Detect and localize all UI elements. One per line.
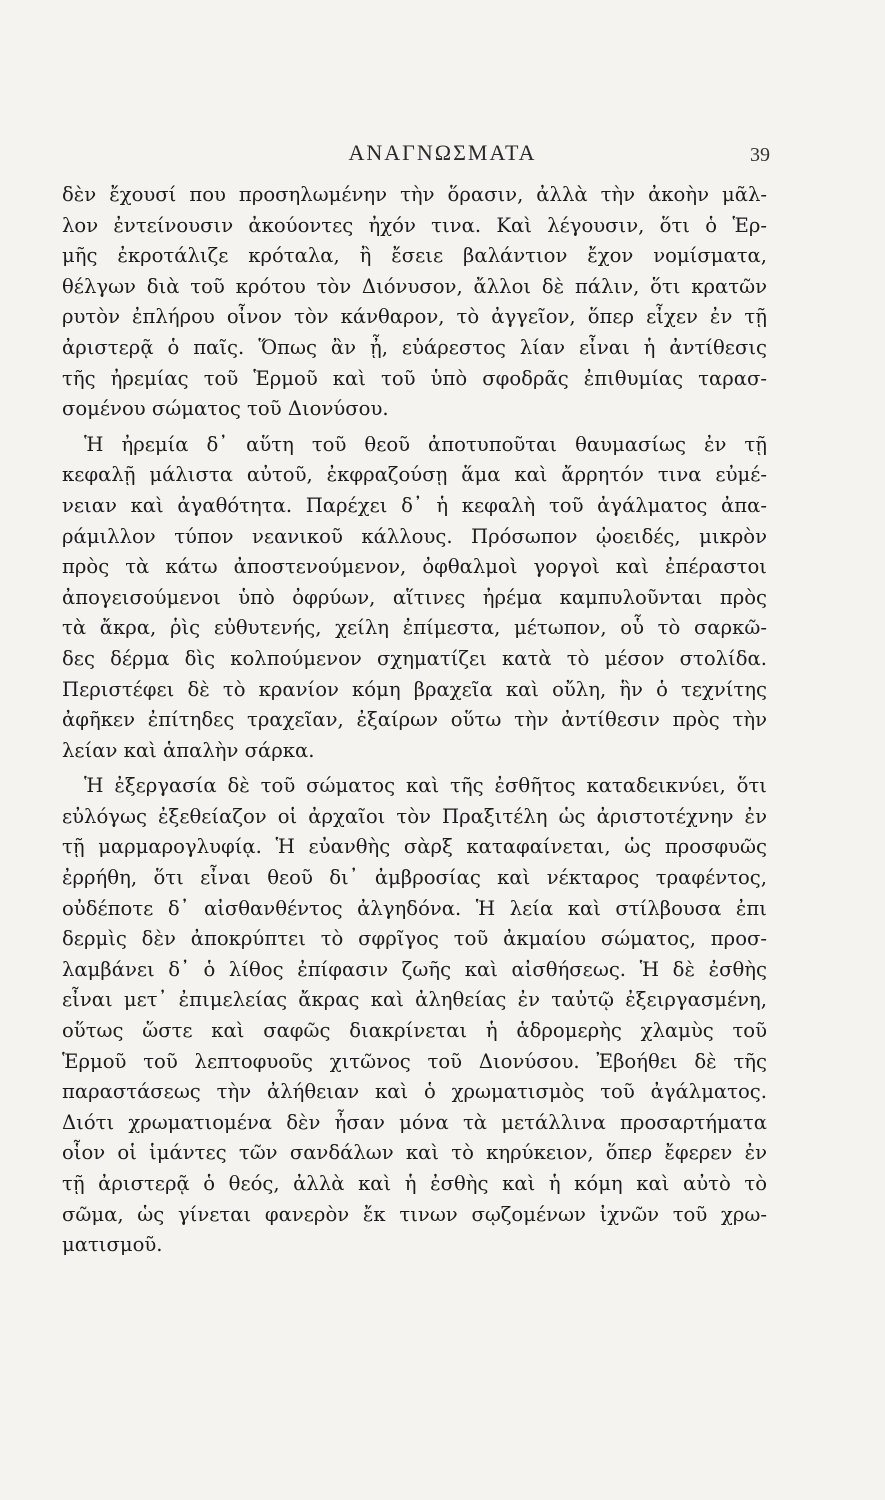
text-line: σομένου σώματος τοῦ Διονύσου. [62, 397, 389, 421]
paragraph-3 [62, 771, 767, 1261]
text-line: παραστάσεως τὴν ἀλήθειαν καὶ ὁ χρωματισμὸς τοῦ ἀγάλματος. [62, 1080, 767, 1104]
text-line: δερμὶς δὲν ἀποκρύπτει τὸ σφρῖγος τοῦ ἀκμαίου σώματος, προσ- [62, 927, 767, 951]
text-line: ματισμοῦ. [62, 1233, 163, 1257]
text-line: ρυτὸν ἐπλήρου οἶνον τὸν κάνθαρον, τὸ ἀγγεῖον, ὅπερ εἶχεν ἐν τῇ [62, 305, 767, 329]
text-line: οὐδέποτε δ᾽ αἰσθανθέντος ἀλγηδόνα. Ἡ λεία καὶ στίλβουσα ἐπι [62, 896, 767, 920]
text-line: ἐρρήθη, ὅτι εἶναι θεοῦ δι᾽ ἀμβροσίας καὶ νέκταρος τραφέντος, [62, 866, 767, 890]
page-header [0, 140, 885, 170]
text-line: κεφαλῇ μάλιστα αὐτοῦ, ἐκφραζούσῃ ἅμα καὶ ἄρρητόν τινα εὐμέ- [62, 463, 767, 487]
text-line: εὐλόγως ἐξεθείαζον οἱ ἀρχαῖοι τὸν Πραξιτέλη ὡς ἀριστοτέχνην ἐν [62, 804, 767, 828]
text-line: Περιστέφει δὲ τὸ κρανίον κόμη βραχεῖα καὶ οὔλη, ἣν ὁ τεχνίτης [62, 677, 767, 701]
text-line: λαμβάνει δ᾽ ὁ λίθος ἐπίφασιν ζωῆς καὶ αἰσθήσεως. Ἡ δὲ ἐσθὴς [62, 957, 767, 981]
text-line: σῶμα, ὡς γίνεται φανερὸν ἔκ τινων σῳζομένων ἰχνῶν τοῦ χρω- [62, 1202, 767, 1226]
text-line: ἀριστερᾷ ὁ παῖς. Ὅπως ἂν ᾖ, εὐάρεστος λίαν εἶναι ἡ ἀντίθεσις [62, 335, 767, 359]
text-line: τῇ ἀριστερᾷ ὁ θεός, ἀλλὰ καὶ ἡ ἐσθὴς καὶ ἡ κόμη καὶ αὐτὸ τὸ [62, 1172, 767, 1195]
text-line: δες δέρμα δὶς κολπούμενον σχηματίζει κατὰ τὸ μέσον στολίδα. [62, 646, 767, 670]
text-line: μῆς ἐκροτάλιζε κρόταλα, ἢ ἔσειε βαλάντιον ἔχον νομίσματα, [62, 244, 767, 268]
paragraph-2 [62, 430, 767, 767]
text-line: λείαν καὶ ἁπαλὴν σάρκα. [62, 738, 315, 762]
text-line: Ἡ ἠρεμία δ᾽ αὕτη τοῦ θεοῦ ἀποτυποῦται θαυμασίως ἐν τῇ [84, 432, 767, 456]
text-line: τῆς ἠρεμίας τοῦ Ἑρμοῦ καὶ τοῦ ὑπὸ σφοδρᾶς ἐπιθυμίας ταρασ- [62, 366, 767, 390]
text-line: τὰ ἄκρα, ῥὶς εὐθυτενής, χείλη ἐπίμεστα, μέτωπον, οὗ τὸ σαρκῶ- [62, 616, 767, 640]
text-line: Διότι χρωματιομένα δὲν ἦσαν μόνα τὰ μετάλλινα προσαρτήματα [62, 1110, 767, 1134]
text-line: θέλγων διὰ τοῦ κρότου τὸν Διόνυσον, ἄλλοι δὲ πάλιν, ὅτι κρατῶν [62, 274, 767, 298]
running-title: ΑΝΑΓΝΩΣΜΑΤΑ [348, 140, 537, 165]
text-line: ἀπογεισούμενοι ὑπὸ ὀφρύων, αἵτινες ἠρέμα καμπυλοῦνται πρὸς [62, 585, 767, 609]
text-line: οὕτως ὥστε καὶ σαφῶς διακρίνεται ἡ ἁδρομερὴς χλαμὺς τοῦ [62, 1019, 767, 1043]
text-line: Ἡ ἐξεργασία δὲ τοῦ σώματος καὶ τῆς ἐσθῆτος καταδεικνύει, ὅτι [84, 774, 767, 798]
text-line: πρὸς τὰ κάτω ἀποστενούμενον, ὀφθαλμοὶ γοργοὶ καὶ ἐπέραστοι [62, 555, 767, 579]
text-line: εἶναι μετ᾽ ἐπιμελείας ἄκρας καὶ ἀληθείας ἐν ταὐτῷ ἐξειργασμένη, [62, 988, 767, 1012]
text-line: τῇ μαρμαρογλυφίᾳ. Ἡ εὐανθὴς σὰρξ καταφαίνεται, ὡς προσφυῶς [62, 835, 767, 859]
text-line: νειαν καὶ ἀγαθότητα. Παρέχει δ᾽ ἡ κεφαλὴ τοῦ ἀγάλματος ἀπα- [62, 493, 767, 517]
text-line: ἀφῆκεν ἐπίτηδες τραχεῖαν, ἐξαίρων οὕτω τὴν ἀντίθεσιν πρὸς τὴν [62, 708, 767, 732]
text-line: οἷον οἱ ἱμάντες τῶν σανδάλων καὶ τὸ κηρύκειον, ὅπερ ἔφερεν ἐν [62, 1141, 767, 1165]
text-line: Ἑρμοῦ τοῦ λεπτοφυοῦς χιτῶνος τοῦ Διονύσου. Ἐβοήθει δὲ τῆς [62, 1049, 767, 1073]
text-line: λον ἐντείνουσιν ἀκούοντες ἠχόν τινα. Καὶ λέγουσιν, ὅτι ὁ Ἑρ- [62, 213, 767, 237]
body-text [62, 180, 767, 1261]
text-line: δὲν ἔχουσί που προσηλωμένην τὴν ὅρασιν, ἀλλὰ τὴν ἀκοὴν μᾶλ- [62, 183, 767, 206]
page-number: 39 [750, 144, 770, 166]
paragraph-1 [62, 180, 767, 425]
text-line: ράμιλλον τύπον νεανικοῦ κάλλους. Πρόσωπον ᾠοειδές, μικρὸν [62, 524, 767, 548]
